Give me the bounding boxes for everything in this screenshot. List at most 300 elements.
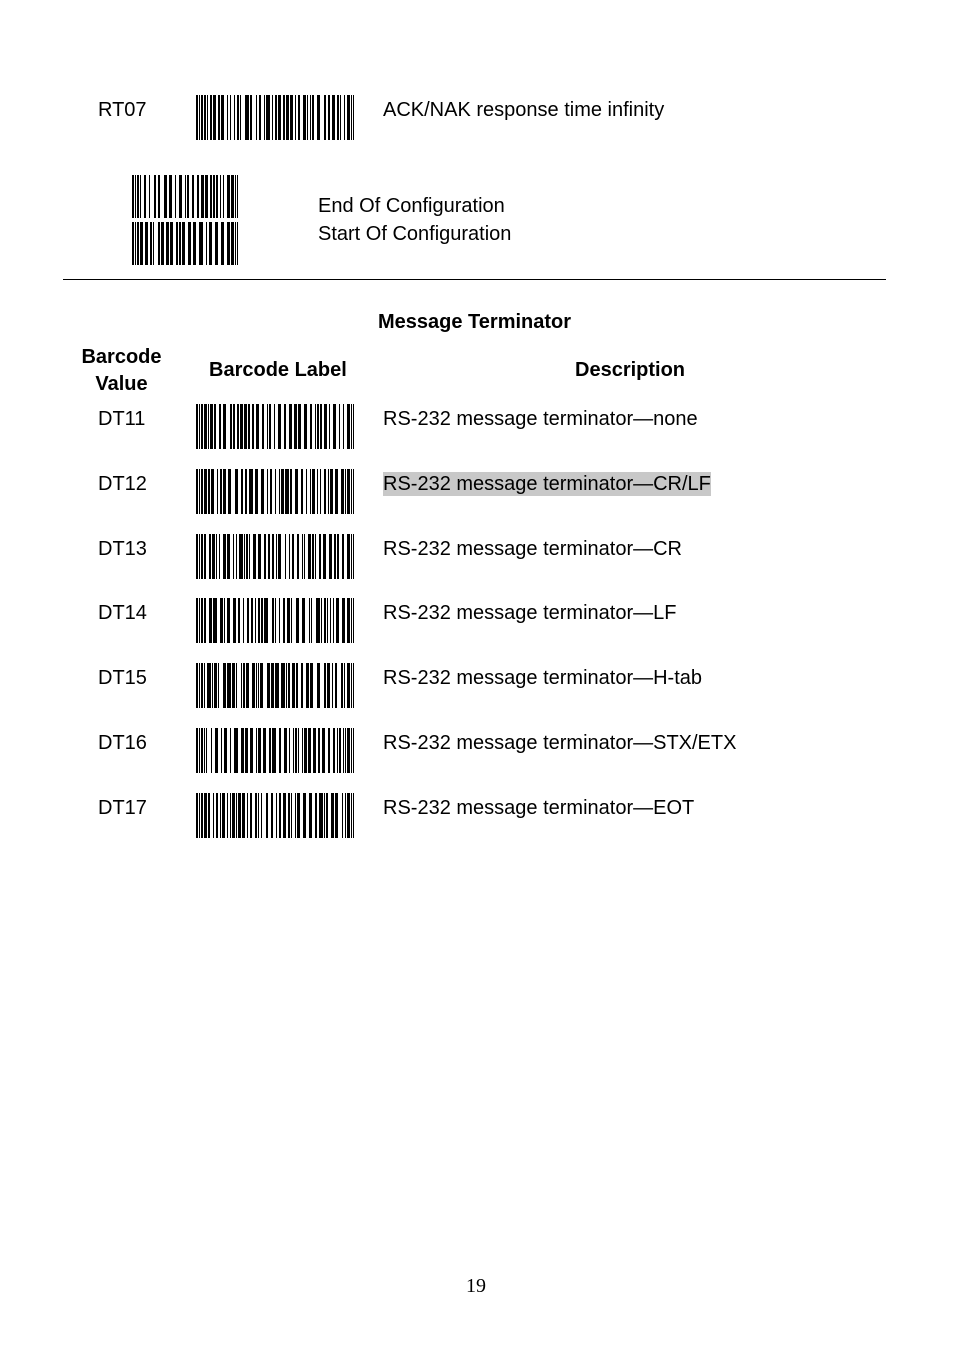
barcode-bar — [339, 404, 340, 449]
barcode-bar — [279, 598, 280, 643]
barcode-bar — [214, 404, 216, 449]
barcode-bar — [209, 534, 211, 579]
barcode-bar — [245, 728, 248, 773]
barcode-bar — [253, 534, 256, 579]
barcode-bar — [213, 95, 216, 140]
barcode-bar — [201, 728, 203, 773]
barcode-bar — [304, 404, 307, 449]
barcode-bar — [283, 95, 285, 140]
barcode-bar — [216, 175, 218, 218]
barcode-bar — [249, 534, 250, 579]
barcode-bar — [271, 663, 274, 708]
barcode-bar — [353, 793, 354, 838]
barcode-bar — [304, 534, 305, 579]
barcode-bar — [192, 175, 194, 218]
barcode-bar — [310, 404, 312, 449]
barcode-bar — [258, 728, 261, 773]
barcode-bar — [255, 793, 257, 838]
barcode-bar — [341, 469, 344, 514]
barcode-bar — [261, 598, 263, 643]
barcode-bar — [237, 222, 238, 265]
barcode-bar — [196, 663, 198, 708]
barcode-bar — [322, 728, 325, 773]
barcode-bar — [297, 534, 299, 579]
barcode-bar — [244, 534, 245, 579]
barcode-bar — [199, 728, 200, 773]
rt07-barcode — [196, 95, 354, 140]
barcode-bar — [185, 175, 186, 218]
barcode-bar — [238, 598, 240, 643]
barcode-bar — [216, 793, 218, 838]
barcode-bar — [342, 793, 343, 838]
barcode-bar — [342, 534, 344, 579]
barcode-image — [196, 728, 354, 773]
row-value: DT13 — [98, 538, 147, 560]
barcode-bar — [244, 404, 247, 449]
barcode-bar — [310, 95, 311, 140]
row-description: RS-232 message terminator—STX/ETX — [383, 732, 737, 754]
barcode-bar — [227, 793, 228, 838]
barcode-bar — [258, 534, 261, 579]
rt07-description: ACK/NAK response time infinity — [383, 99, 665, 121]
barcode-bar — [149, 175, 150, 218]
barcode-bar — [281, 663, 285, 708]
barcode-bar — [236, 534, 237, 579]
barcode-bar — [240, 95, 241, 140]
barcode-bar — [295, 728, 297, 773]
barcode-image — [196, 469, 354, 514]
barcode-bar — [213, 793, 214, 838]
barcode-bar — [248, 404, 250, 449]
barcode-bar — [213, 598, 217, 643]
barcode-bar — [245, 95, 249, 140]
barcode-bar — [283, 793, 286, 838]
barcode-bar — [328, 469, 329, 514]
barcode-bar — [223, 404, 226, 449]
barcode-bar — [275, 598, 276, 643]
barcode-bar — [281, 469, 284, 514]
barcode-bar — [230, 793, 231, 838]
barcode-bar — [330, 598, 331, 643]
barcode-bar — [144, 175, 146, 218]
barcode-bar — [312, 469, 315, 514]
barcode-bar — [199, 404, 200, 449]
barcode-bar — [261, 793, 262, 838]
barcode-bar — [250, 793, 252, 838]
barcode-bar — [297, 793, 300, 838]
barcode-bar — [132, 175, 134, 218]
barcode-bar — [199, 95, 200, 140]
barcode-bar — [227, 663, 231, 708]
row-barcode — [196, 598, 354, 643]
barcode-bar — [293, 728, 294, 773]
barcode-bar — [247, 793, 248, 838]
barcode-bar — [234, 95, 235, 140]
barcode-bar — [223, 175, 224, 218]
barcode-bar — [351, 469, 352, 514]
barcode-bar — [347, 404, 350, 449]
barcode-bar — [211, 728, 212, 773]
barcode-bar — [344, 95, 345, 140]
barcode-bar — [306, 469, 307, 514]
barcode-bar — [298, 728, 299, 773]
barcode-bar — [319, 793, 323, 838]
barcode-bar — [179, 175, 182, 218]
barcode-bar — [223, 534, 226, 579]
barcode-bar — [291, 598, 292, 643]
barcode-bar — [327, 663, 330, 708]
barcode-bar — [333, 404, 336, 449]
row-barcode — [196, 534, 354, 579]
barcode-bar — [289, 534, 290, 579]
barcode-bar — [176, 222, 178, 265]
barcode-bar — [230, 95, 231, 140]
barcode-bar — [199, 534, 200, 579]
barcode-bar — [315, 404, 316, 449]
barcode-bar — [272, 598, 274, 643]
barcode-bar — [335, 663, 337, 708]
barcode-bar — [288, 663, 290, 708]
barcode-bar — [224, 598, 225, 643]
barcode-bar — [204, 469, 207, 514]
barcode-bar — [294, 404, 297, 449]
barcode-bar — [233, 598, 236, 643]
barcode-bar — [298, 404, 301, 449]
barcode-bar — [231, 175, 234, 218]
barcode-bar — [258, 598, 260, 643]
barcode-bar — [223, 469, 226, 514]
barcode-bar — [287, 598, 290, 643]
barcode-bar — [210, 175, 212, 218]
barcode-bar — [237, 95, 239, 140]
barcode-bar — [236, 793, 237, 838]
barcode-bar — [296, 663, 298, 708]
barcode-bar — [324, 663, 326, 708]
barcode-bar — [347, 534, 350, 579]
barcode-bar — [201, 404, 203, 449]
barcode-bar — [247, 598, 249, 643]
barcode-bar — [347, 95, 350, 140]
barcode-bar — [204, 663, 205, 708]
header-value-line2: Value — [95, 373, 148, 395]
barcode-bar — [313, 728, 316, 773]
row-description: RS-232 message terminator—EOT — [383, 797, 695, 819]
barcode-bar — [347, 728, 350, 773]
barcode-bar — [317, 469, 318, 514]
barcode-bar — [220, 598, 223, 643]
barcode-bar — [351, 663, 352, 708]
barcode-bar — [267, 469, 268, 514]
barcode-bar — [205, 175, 208, 218]
barcode-bar — [230, 728, 231, 773]
barcode-bar — [137, 175, 139, 218]
barcode-bar — [284, 728, 287, 773]
barcode-bar — [312, 95, 314, 140]
barcode-bar — [347, 469, 350, 514]
barcode-bar — [278, 95, 281, 140]
barcode-bar — [279, 469, 280, 514]
barcode-bar — [343, 404, 344, 449]
barcode-bar — [169, 175, 172, 218]
barcode-bar — [132, 222, 134, 265]
barcode-bar — [166, 222, 169, 265]
barcode-bar — [353, 534, 354, 579]
barcode-bar — [340, 95, 341, 140]
barcode-bar — [267, 663, 270, 708]
barcode-bar — [207, 95, 208, 140]
barcode-bar — [197, 175, 199, 218]
barcode-bar — [333, 728, 335, 773]
barcode-bar — [328, 95, 330, 140]
barcode-bar — [222, 793, 225, 838]
header-value-line1: Barcode — [81, 346, 162, 368]
page-number: 19 — [466, 1275, 486, 1297]
barcode-bar — [351, 728, 352, 773]
barcode-bar — [351, 793, 352, 838]
rt07-value: RT07 — [98, 99, 147, 121]
barcode-bar — [196, 404, 198, 449]
barcode-bar — [347, 793, 350, 838]
barcode-bar — [213, 175, 215, 218]
barcode-bar — [272, 728, 276, 773]
barcode-bar — [324, 95, 326, 140]
barcode-bar — [261, 469, 264, 514]
barcode-bar — [216, 534, 217, 579]
barcode-bar — [331, 793, 334, 838]
barcode-bar — [332, 95, 335, 140]
barcode-bar — [256, 95, 257, 140]
barcode-bar — [324, 404, 327, 449]
barcode-bar — [239, 534, 243, 579]
barcode-bar — [329, 534, 332, 579]
barcode-bar — [302, 728, 303, 773]
barcode-bar — [218, 663, 219, 708]
barcode-bar — [329, 404, 330, 449]
barcode-bar — [201, 534, 203, 579]
barcode-bar — [219, 404, 221, 449]
barcode-bar — [201, 663, 203, 708]
barcode-bar — [353, 663, 354, 708]
barcode-bar — [315, 534, 316, 579]
barcode-image — [196, 663, 354, 708]
row-description-highlighted: RS-232 message terminator—CR/LF — [383, 473, 711, 495]
barcode-bar — [196, 598, 198, 643]
barcode-bar — [333, 598, 334, 643]
barcode-bar — [284, 404, 286, 449]
barcode-bar — [201, 598, 203, 643]
barcode-bar — [140, 222, 143, 265]
barcode-bar — [258, 793, 259, 838]
barcode-bar — [188, 222, 191, 265]
barcode-bar — [238, 793, 241, 838]
barcode-bar — [204, 534, 206, 579]
barcode-bar — [251, 598, 253, 643]
barcode-bar — [215, 222, 218, 265]
barcode-bar — [324, 598, 326, 643]
barcode-bar — [290, 469, 292, 514]
row-barcode — [196, 469, 354, 514]
barcode-bar — [210, 404, 213, 449]
row-value: DT16 — [98, 732, 147, 754]
barcode-bar — [243, 598, 244, 643]
barcode-bar — [164, 175, 167, 218]
barcode-bar — [232, 793, 235, 838]
barcode-bar — [335, 469, 338, 514]
barcode-bar — [220, 175, 221, 218]
barcode-bar — [227, 175, 230, 218]
barcode-bar — [337, 534, 339, 579]
barcode-bar — [206, 222, 207, 265]
barcode-bar — [237, 404, 239, 449]
barcode-bar — [295, 793, 296, 838]
barcode-bar — [209, 598, 212, 643]
barcode-bar — [241, 663, 242, 708]
barcode-bar — [275, 663, 279, 708]
barcode-bar — [234, 728, 238, 773]
row-barcode — [196, 404, 354, 449]
barcode-bar — [206, 728, 207, 773]
barcode-bar — [303, 95, 306, 140]
stacked-barcode-image — [132, 175, 238, 265]
barcode-bar — [220, 793, 221, 838]
barcode-bar — [274, 404, 275, 449]
barcode-bar — [196, 534, 198, 579]
barcode-bar — [241, 728, 244, 773]
barcode-bar — [342, 598, 345, 643]
barcode-bar — [353, 95, 354, 140]
barcode-image — [196, 404, 354, 449]
barcode-bar — [264, 598, 268, 643]
barcode-bar — [351, 95, 352, 140]
barcode-bar — [269, 728, 271, 773]
barcode-image — [196, 95, 354, 140]
barcode-bar — [193, 222, 196, 265]
barcode-bar — [220, 469, 222, 514]
barcode-bar — [347, 598, 350, 643]
barcode-bar — [292, 663, 295, 708]
section-title: Message Terminator — [378, 311, 572, 333]
barcode-bar — [208, 404, 209, 449]
barcode-bar — [320, 469, 321, 514]
barcode-bar — [232, 663, 235, 708]
barcode-bar — [252, 404, 254, 449]
barcode-bar — [246, 663, 249, 708]
barcode-bar — [196, 95, 198, 140]
barcode-bar — [204, 404, 207, 449]
barcode-bar — [158, 222, 160, 265]
barcode-bar — [256, 404, 259, 449]
barcode-bar — [289, 728, 290, 773]
barcode-bar — [330, 469, 333, 514]
barcode-bar — [353, 404, 354, 449]
row-barcode — [196, 663, 354, 708]
barcode-bar — [351, 404, 352, 449]
barcode-bar — [170, 222, 173, 265]
barcode-bar — [323, 534, 326, 579]
section-divider — [63, 279, 886, 280]
barcode-bar — [182, 222, 185, 265]
barcode-bar — [199, 469, 200, 514]
barcode-bar — [309, 793, 312, 838]
barcode-bar — [262, 404, 264, 449]
barcode-bar — [285, 469, 289, 514]
barcode-image — [196, 793, 354, 838]
barcode-bar — [324, 793, 325, 838]
barcode-bar — [240, 404, 243, 449]
barcode-bar — [295, 95, 296, 140]
barcode-bar — [301, 663, 303, 708]
barcode-bar — [351, 534, 352, 579]
barcode-bar — [275, 469, 276, 514]
config-barcode — [132, 175, 238, 265]
barcode-bar — [341, 663, 343, 708]
barcode-bar — [201, 175, 204, 218]
header-description: Description — [575, 359, 686, 381]
barcode-bar — [187, 175, 189, 218]
barcode-bar — [310, 663, 313, 708]
barcode-bar — [140, 175, 141, 218]
barcode-bar — [227, 598, 230, 643]
barcode-bar — [218, 95, 220, 140]
barcode-bar — [256, 663, 257, 708]
barcode-bar — [243, 663, 245, 708]
row-description: RS-232 message terminator—H-tab — [383, 667, 703, 689]
barcode-bar — [135, 175, 136, 218]
barcode-bar — [290, 95, 293, 140]
header-barcode-value — [70, 345, 173, 396]
barcode-bar — [347, 663, 350, 708]
barcode-bar — [214, 663, 217, 708]
barcode-bar — [312, 534, 314, 579]
barcode-bar — [285, 534, 286, 579]
barcode-bar — [309, 598, 310, 643]
row-value: DT15 — [98, 667, 147, 689]
barcode-bar — [266, 793, 268, 838]
barcode-bar — [217, 469, 218, 514]
barcode-bar — [351, 598, 352, 643]
barcode-bar — [335, 793, 338, 838]
barcode-bar — [204, 598, 206, 643]
barcode-bar — [276, 534, 277, 579]
barcode-bar — [221, 728, 222, 773]
barcode-bar — [345, 728, 346, 773]
barcode-bar — [315, 793, 317, 838]
barcode-bar — [150, 222, 152, 265]
barcode-bar — [321, 598, 322, 643]
barcode-bar — [298, 95, 300, 140]
barcode-bar — [211, 469, 214, 514]
barcode-bar — [199, 598, 200, 643]
barcode-bar — [324, 469, 326, 514]
row-barcode — [196, 728, 354, 773]
barcode-bar — [233, 534, 234, 579]
barcode-bar — [204, 793, 207, 838]
barcode-bar — [271, 793, 273, 838]
barcode-bar — [256, 728, 257, 773]
barcode-bar — [292, 534, 294, 579]
row-description: RS-232 message terminator—none — [383, 408, 698, 430]
barcode-bar — [199, 222, 203, 265]
end-of-configuration: End Of Configuration — [318, 195, 505, 217]
barcode-image — [196, 534, 354, 579]
barcode-bar — [353, 728, 354, 773]
barcode-bar — [272, 534, 274, 579]
barcode-bar — [259, 95, 261, 140]
barcode-bar — [343, 728, 344, 773]
barcode-bar — [158, 175, 160, 218]
barcode-bar — [353, 469, 354, 514]
barcode-bar — [304, 728, 307, 773]
